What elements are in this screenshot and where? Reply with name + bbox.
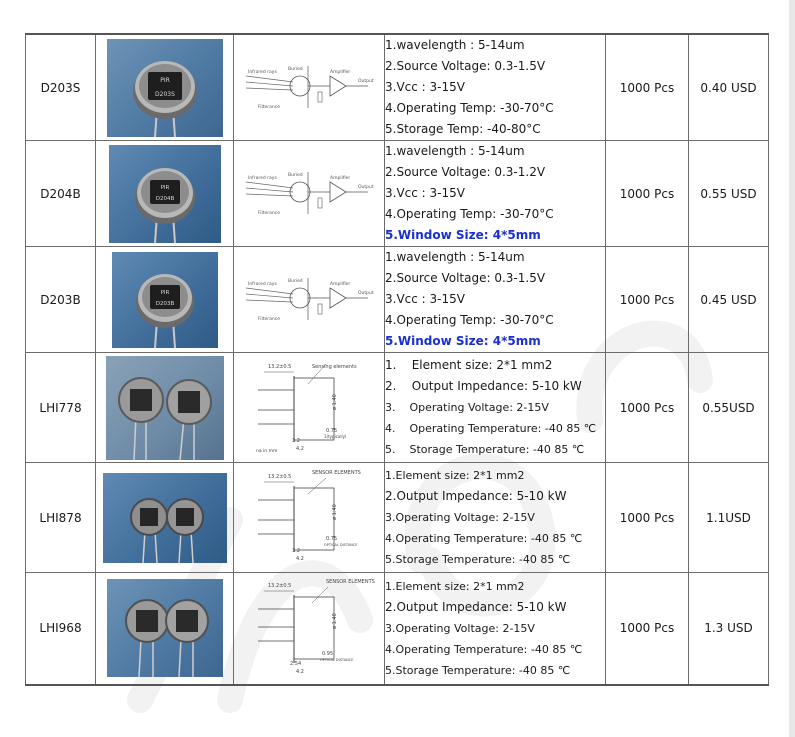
spec-item: 1. Element size: 2*1 mm2 <box>385 358 553 372</box>
model-cell <box>26 34 96 141</box>
price: 1.1USD <box>706 510 751 525</box>
svg-text:PIR: PIR <box>160 184 169 191</box>
spec-list <box>385 34 606 141</box>
table-row <box>26 573 769 685</box>
spec-item: 3.Vcc : 3-15V <box>385 292 465 306</box>
svg-text:0.75: 0.75 <box>326 535 338 542</box>
spec-item: 5.Storage Temperature: -40 85 ℃ <box>385 663 571 677</box>
spec-item: 2.Source Voltage: 0.3-1.2V <box>385 165 546 179</box>
spec-item: 4.Operating Temp: -30-70°C <box>385 207 554 221</box>
spec-item: 3.Vcc : 3-15V <box>385 186 465 200</box>
svg-text:1(typically): 1(typically) <box>324 433 347 439</box>
price-cell <box>689 353 769 463</box>
model-name: LHI778 <box>39 400 82 415</box>
spec-item: 4.Operating Temp: -30-70°C <box>385 101 554 115</box>
model-name: LHI968 <box>39 621 82 636</box>
svg-text:Buried: Buried <box>288 172 303 178</box>
spec-list <box>385 573 606 685</box>
svg-text:13.2±0.5: 13.2±0.5 <box>268 583 292 590</box>
spec-item: 2. Output Impedance: 5-10 kW <box>385 379 582 393</box>
quantity-cell <box>606 353 689 463</box>
svg-text:Filterance: Filterance <box>258 210 280 216</box>
svg-text:OPTICAL DISTANCE: OPTICAL DISTANCE <box>324 542 358 547</box>
spec-item: 1.Element size: 2*1 mm2 <box>385 579 525 593</box>
table-row <box>26 463 769 573</box>
svg-text:Amplifier: Amplifier <box>330 175 351 181</box>
spec-item: 1.wavelength : 5-14um <box>385 144 525 158</box>
svg-text:4.2: 4.2 <box>296 555 304 562</box>
spec-item: 1.wavelength : 5-14um <box>385 38 525 52</box>
svg-text:Output: Output <box>358 78 374 84</box>
svg-text:0.75: 0.75 <box>326 427 338 434</box>
svg-text:Amplifier: Amplifier <box>330 69 351 75</box>
quantity: 1000 Pcs <box>619 510 675 525</box>
quantity: 1000 Pcs <box>619 292 675 307</box>
model-name: D203S <box>40 80 81 95</box>
svg-text:ø 1.40: ø 1.40 <box>332 613 338 630</box>
price: 1.3 USD <box>704 621 753 636</box>
model-cell <box>26 463 96 573</box>
photo-cell <box>96 141 234 247</box>
spec-item: 3. Operating Voltage: 2-15V <box>385 401 549 414</box>
spec-item: 2.Source Voltage: 0.3-1.5V <box>385 271 546 285</box>
spec-item: 5.Storage Temp: -40-80°C <box>385 122 541 136</box>
svg-text:OPTICAL DISTANCE: OPTICAL DISTANCE <box>320 658 354 663</box>
svg-text:Sensing elements: Sensing elements <box>312 363 357 370</box>
circuit-diagram <box>234 34 385 141</box>
spec-item: 4.Operating Temperature: -40 85 ℃ <box>385 532 583 545</box>
svg-text:PIR: PIR <box>160 289 169 296</box>
product-table <box>25 33 769 686</box>
svg-text:Buried: Buried <box>288 278 303 284</box>
spec-item: 3.Vcc : 3-15V <box>385 80 465 94</box>
price-cell <box>689 141 769 247</box>
price-cell <box>689 573 769 685</box>
spec-item: 4.Operating Temp: -30-70°C <box>385 313 554 327</box>
spec-list <box>385 463 606 573</box>
photo-cell <box>96 463 234 573</box>
svg-text:Infrared rays: Infrared rays <box>248 281 277 287</box>
svg-text:Output: Output <box>358 184 374 190</box>
spec-item: 1.Element size: 2*1 mm2 <box>385 469 525 482</box>
svg-text:Output: Output <box>358 290 374 296</box>
circuit-diagram <box>234 247 385 353</box>
model-name: LHI878 <box>39 510 82 525</box>
model-name: D203B <box>40 292 81 307</box>
svg-text:SENSOR ELEMENTS: SENSOR ELEMENTS <box>312 469 361 476</box>
spec-item: 4. Operating Temperature: -40 85 ℃ <box>385 422 597 435</box>
quantity-cell <box>606 141 689 247</box>
model-cell <box>26 141 96 247</box>
quantity: 1000 Pcs <box>619 186 675 201</box>
model-cell <box>26 573 96 685</box>
price: 0.55USD <box>702 400 755 415</box>
svg-text:Amplifier: Amplifier <box>330 281 351 287</box>
spec-item: 5. Storage Temperature: -40 85 ℃ <box>385 443 585 456</box>
quantity: 1000 Pcs <box>619 621 675 636</box>
svg-text:na in mm: na in mm <box>256 448 278 454</box>
svg-text:D203S: D203S <box>154 90 175 98</box>
price-cell <box>689 247 769 353</box>
spec-item-highlight: 5.Window Size: 4*5mm <box>385 228 541 242</box>
svg-text:SENSOR ELEMENTS: SENSOR ELEMENTS <box>326 579 375 586</box>
page-edge <box>789 0 795 737</box>
price: 0.45 USD <box>700 292 757 307</box>
photo-cell <box>96 34 234 141</box>
quantity-cell <box>606 573 689 685</box>
quantity: 1000 Pcs <box>619 80 675 95</box>
dimension-diagram <box>234 353 385 463</box>
sensor-photo <box>107 579 223 677</box>
svg-text:13.2±0.5: 13.2±0.5 <box>268 363 292 370</box>
quantity-cell <box>606 34 689 141</box>
sensor-photo <box>106 356 224 460</box>
svg-text:D204B: D204B <box>155 195 174 202</box>
table-row <box>26 247 769 353</box>
spec-item-highlight: 5.Window Size: 4*5mm <box>385 334 541 348</box>
price: 0.55 USD <box>700 186 757 201</box>
svg-text:Filterance: Filterance <box>258 316 280 322</box>
svg-text:Infrared rays: Infrared rays <box>248 69 277 75</box>
svg-text:4.2: 4.2 <box>296 669 304 676</box>
spec-item: 1.wavelength : 5-14um <box>385 250 525 264</box>
photo-cell <box>96 353 234 463</box>
circuit-diagram <box>234 141 385 247</box>
spec-item: 3.Operating Voltage: 2-15V <box>385 511 535 524</box>
photo-cell <box>96 247 234 353</box>
table-row <box>26 353 769 463</box>
spec-item: 4.Operating Temperature: -40 85 ℃ <box>385 642 583 656</box>
sensor-photo <box>109 145 221 243</box>
svg-text:13.2±0.5: 13.2±0.5 <box>268 473 292 480</box>
spec-item: 5.Storage Temperature: -40 85 ℃ <box>385 553 571 566</box>
price-cell <box>689 463 769 573</box>
dimension-diagram <box>234 463 385 573</box>
quantity: 1000 Pcs <box>619 400 675 415</box>
svg-text:2.54: 2.54 <box>290 661 302 668</box>
svg-text:Filterance: Filterance <box>258 104 280 110</box>
spec-list <box>385 141 606 247</box>
spec-list <box>385 247 606 353</box>
price-cell <box>689 34 769 141</box>
model-name: D204B <box>40 186 81 201</box>
svg-text:ø 1.40: ø 1.40 <box>332 393 338 410</box>
svg-text:4.2: 4.2 <box>296 445 304 452</box>
spec-item: 2.Source Voltage: 0.3-1.5V <box>385 59 546 73</box>
spec-list <box>385 353 606 463</box>
sensor-photo <box>103 473 227 563</box>
svg-text:ø 1.40: ø 1.40 <box>332 503 338 520</box>
model-cell <box>26 353 96 463</box>
model-cell <box>26 247 96 353</box>
sensor-photo <box>112 252 218 348</box>
spec-item: 2.Output Impedance: 5-10 kW <box>385 489 567 503</box>
price: 0.40 USD <box>700 80 757 95</box>
svg-text:Infrared rays: Infrared rays <box>248 175 277 181</box>
svg-text:3.2: 3.2 <box>292 437 300 444</box>
table-row <box>26 141 769 247</box>
svg-text:0.95: 0.95 <box>322 651 334 658</box>
spec-item: 3.Operating Voltage: 2-15V <box>385 621 535 635</box>
photo-cell <box>96 573 234 685</box>
quantity-cell <box>606 247 689 353</box>
quantity-cell <box>606 463 689 573</box>
dimension-diagram <box>234 573 385 685</box>
sensor-photo <box>107 39 223 137</box>
svg-text:3.2: 3.2 <box>292 547 300 554</box>
svg-text:PIR: PIR <box>159 76 170 84</box>
spec-item: 2.Output Impedance: 5-10 kW <box>385 599 567 614</box>
svg-text:Buried: Buried <box>288 66 303 72</box>
table-row <box>26 34 769 141</box>
svg-text:D203B: D203B <box>155 300 174 307</box>
